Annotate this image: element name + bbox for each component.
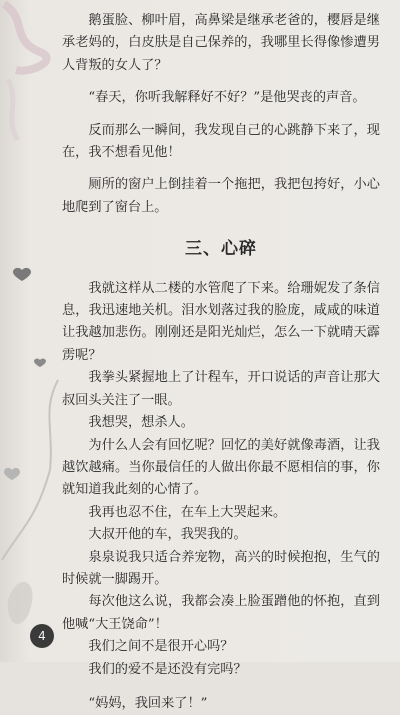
paragraph: 每次他这么说，我都会凑上脸蛋蹭他的怀抱，直到他喊“大王饶命”！ [62,594,380,632]
paragraph: “妈妈，我回来了！” [88,695,208,711]
paragraph: 为什么人会有回忆呢？回忆的美好就像毒酒，让我越饮越痛。当你最信任的人做出你最不愿相信的事，你就知道我此刻的心情了。 [62,437,380,498]
section-title: 三、心碎 [185,239,257,260]
heart-icon [34,358,46,367]
paragraph: 反而那么一瞬间，我发现自己的心跳静下来了，现在，我不想看见他！ [62,122,380,161]
pink-brush-decoration [8,80,18,140]
paragraph: 泉泉说我只适合养宠物，高兴的时候抱抱，生气的时候就一脚踢开。 [62,549,380,587]
paragraph: 厕所的窗户上倒挂着一个拖把，我把包挎好，小心地爬到了窗台上。 [62,177,380,215]
paragraph: 鹅蛋脸、柳叶眉，高鼻梁是继承老爸的，樱唇是继承老妈的，白皮肤是自己保养的，我哪里长得像惨遭男人背叛的女人了？ [62,13,380,73]
paragraph: 我拳头紧握地上了计程车，开口说话的声音让那大叔回头关注了一眼。 [62,370,380,408]
paragraph: 我们的爱不是还没有完吗？ [88,661,247,677]
paragraph: 我想哭，想杀人。 [88,415,194,431]
heart-icon [4,468,20,480]
pink-swirl-decoration [4,4,47,71]
heart-icon [13,268,31,281]
paragraph: 我就这样从二楼的水管爬了下来。给珊妮发了条信息，我迅速地关机。泪水划落过我的脸庞，咸咸的味道让我越加悲伤。刚刚还是阳光灿烂，怎么一下就晴天霹雳呢？ [62,280,380,363]
page-number-badge: 4 [30,624,54,648]
body-text [62,10,380,715]
paragraph: 我们之间不是很开心吗？ [88,639,234,655]
paragraph: 大叔开他的车，我哭我的。 [88,527,247,543]
paragraph: “春天，你听我解释好不好？”是他哭丧的声音。 [88,90,366,106]
paragraph: 我再也忍不住，在车上大哭起来。 [88,504,287,520]
margin-decoration [0,0,70,662]
flower-decoration [8,582,33,624]
